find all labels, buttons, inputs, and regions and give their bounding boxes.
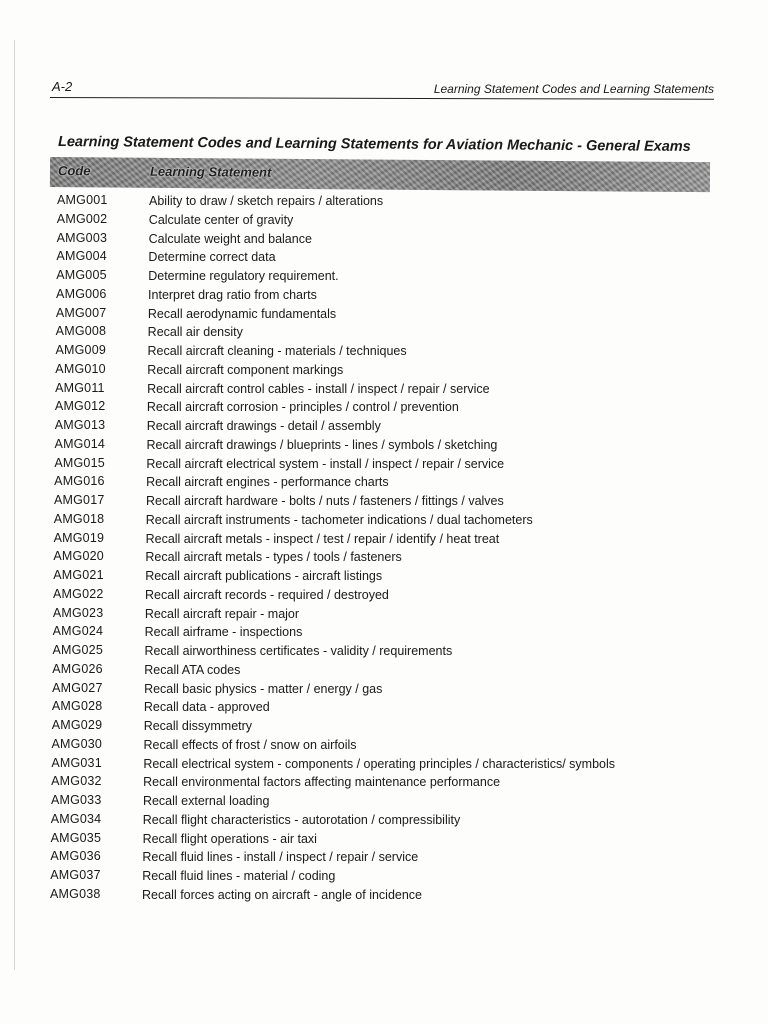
row-learning-statement: Recall aerodynamic fundamentals — [147, 306, 337, 321]
row-code: AMG033 — [50, 793, 102, 807]
row-code: AMG012 — [54, 399, 106, 414]
row-code: AMG003 — [56, 230, 108, 245]
row-learning-statement: Recall aircraft cleaning - materials / techniques — [147, 344, 407, 358]
row-learning-statement: Recall aircraft drawings - detail / assembly — [146, 419, 381, 433]
row-code: AMG036 — [50, 849, 101, 864]
row-learning-statement: Recall flight characteristics - autorotation / compressibility — [142, 812, 461, 827]
row-learning-statement: Recall fluid lines - install / inspect / repair / service — [142, 850, 419, 865]
row-code: AMG009 — [55, 343, 107, 357]
row-learning-statement: Recall air density — [147, 325, 243, 340]
row-learning-statement: Recall airworthiness certificates - validity / requirements — [144, 644, 453, 658]
row-code: AMG022 — [53, 586, 104, 601]
row-learning-statement: Recall aircraft metals - inspect / test / repair / identify / heat treat — [145, 531, 500, 546]
row-learning-statement: Recall aircraft engines - performance charts — [146, 475, 389, 490]
row-learning-statement: Recall forces acting on aircraft - angle of incidence — [142, 887, 423, 902]
row-learning-statement: Interpret drag ratio from charts — [148, 287, 317, 302]
row-code: AMG017 — [53, 493, 105, 507]
table-header — [50, 157, 710, 192]
row-code: AMG028 — [51, 699, 103, 714]
row-learning-statement: Ability to draw / sketch repairs / alterations — [149, 194, 384, 208]
row-code: AMG006 — [56, 286, 107, 301]
row-learning-statement: Determine correct data — [148, 250, 276, 265]
row-learning-statement: Recall aircraft metals - types / tools / fasteners — [145, 550, 402, 565]
row-code: AMG007 — [55, 305, 107, 320]
row-learning-statement: Recall aircraft component markings — [147, 362, 344, 377]
header-rule — [50, 97, 714, 100]
row-learning-statement: Recall environmental factors affecting maintenance performance — [143, 775, 501, 790]
row-learning-statement: Recall data - approved — [143, 700, 270, 715]
row-learning-statement: Recall effects of frost / snow on airfoils — [143, 737, 357, 752]
scan-edge-line — [14, 40, 15, 970]
row-code: AMG018 — [53, 511, 105, 526]
row-code: AMG013 — [54, 418, 106, 432]
row-code: AMG010 — [55, 361, 106, 376]
row-learning-statement: Determine regulatory requirement. — [148, 269, 339, 283]
row-code: AMG008 — [55, 324, 107, 339]
row-code: AMG002 — [56, 211, 108, 226]
row-learning-statement: Recall dissymmetry — [143, 719, 253, 733]
row-code: AMG027 — [52, 680, 103, 695]
row-learning-statement: Recall aircraft records - required / destroyed — [145, 587, 389, 602]
row-learning-statement: Recall aircraft drawings / blueprints - lines / symbols / sketching — [146, 437, 498, 452]
row-code: AMG035 — [50, 830, 102, 845]
row-code: AMG025 — [52, 643, 103, 657]
page-number: A-2 — [52, 79, 73, 94]
row-code: AMG019 — [53, 530, 105, 545]
row-code: AMG023 — [52, 605, 104, 620]
row-learning-statement: Recall aircraft instruments - tachometer indications / dual tachometers — [145, 512, 533, 527]
row-code: AMG034 — [50, 811, 102, 826]
document-title: Learning Statement Codes and Learning Statements for Aviation Mechanic - General Exams — [57, 134, 691, 155]
row-code: AMG011 — [55, 380, 105, 395]
column-header-learning-statement: Learning Statement — [149, 163, 272, 180]
row-learning-statement: Recall aircraft publications - aircraft listings — [145, 569, 383, 583]
row-code: AMG024 — [52, 624, 104, 639]
row-learning-statement: Recall aircraft repair - major — [144, 606, 300, 621]
row-code: AMG015 — [54, 455, 105, 470]
row-learning-statement: Calculate center of gravity — [148, 212, 294, 227]
row-learning-statement: Recall flight operations - air taxi — [142, 831, 317, 846]
row-code: AMG021 — [53, 568, 104, 582]
row-code: AMG038 — [50, 886, 101, 901]
row-code: AMG014 — [54, 436, 106, 451]
row-code: AMG020 — [53, 549, 104, 564]
row-code: AMG005 — [56, 268, 107, 282]
row-learning-statement: Recall fluid lines - material / coding — [142, 869, 336, 883]
row-learning-statement: Recall aircraft electrical system - install / inspect / repair / service — [146, 456, 505, 471]
row-code: AMG031 — [51, 755, 102, 770]
row-learning-statement: Recall aircraft control cables - install / inspect / repair / service — [147, 381, 490, 396]
row-code: AMG026 — [52, 661, 103, 676]
row-code: AMG032 — [51, 774, 102, 789]
row-code: AMG001 — [57, 193, 108, 207]
row-code: AMG029 — [51, 718, 103, 732]
row-code: AMG016 — [54, 474, 105, 489]
row-code: AMG030 — [51, 736, 103, 751]
row-learning-statement: Calculate weight and balance — [148, 231, 312, 246]
column-header-code: Code — [57, 163, 91, 179]
row-learning-statement: Recall electrical system - components / operating principles / characteristics/ symbols — [143, 756, 616, 771]
row-learning-statement: Recall ATA codes — [144, 662, 241, 677]
row-code: AMG004 — [56, 249, 107, 264]
row-code: AMG037 — [50, 868, 101, 882]
row-learning-statement: Recall aircraft hardware - bolts / nuts / fasteners / fittings / valves — [145, 494, 504, 508]
row-learning-statement: Recall external loading — [142, 794, 270, 808]
row-learning-statement: Recall basic physics - matter / energy / gas — [144, 681, 383, 696]
row-learning-statement: Recall airframe - inspections — [144, 625, 303, 640]
running-header: Learning Statement Codes and Learning Statements — [433, 82, 714, 96]
row-learning-statement: Recall aircraft corrosion - principles / control / prevention — [146, 400, 459, 415]
